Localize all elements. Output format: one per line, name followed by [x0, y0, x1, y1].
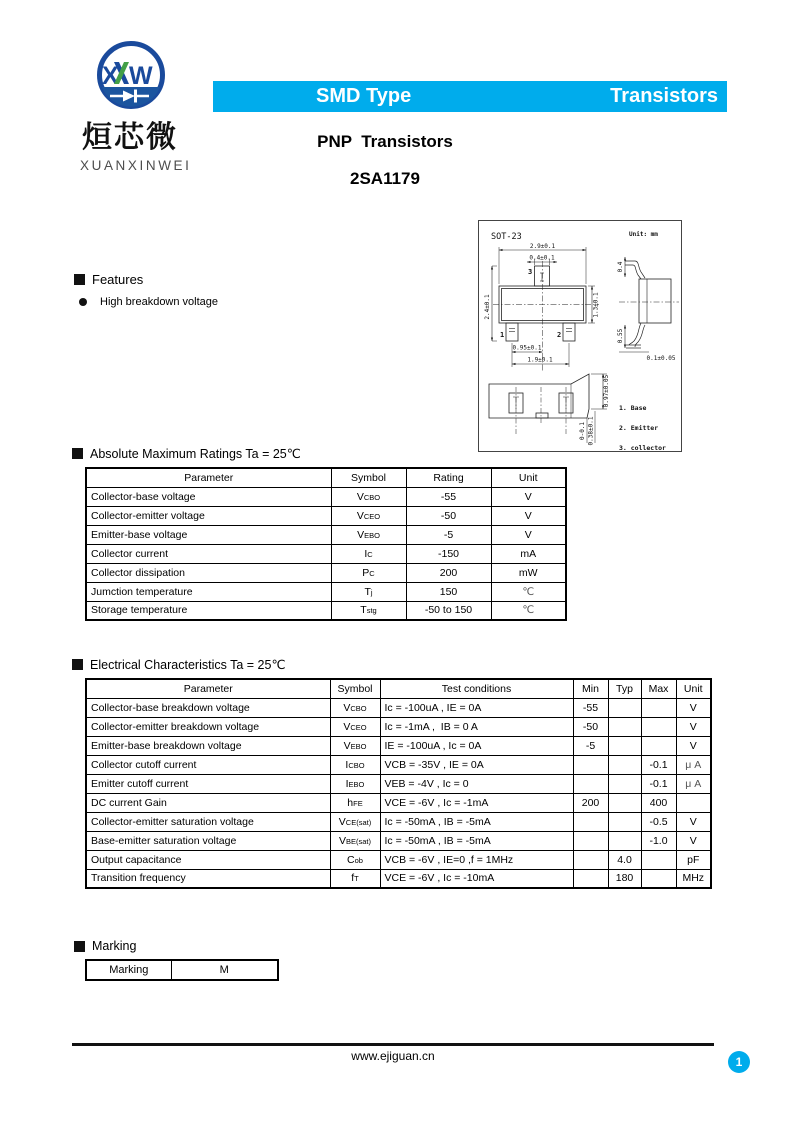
logo-letter-w: W — [129, 62, 153, 90]
cell-unit: V — [491, 487, 566, 506]
cell-typ — [608, 717, 641, 736]
cell-parameter: Emitter cutoff current — [86, 774, 330, 793]
marking-label-cell: Marking — [86, 960, 171, 980]
unit-label: Unit: mm — [629, 231, 658, 238]
cell-parameter: Storage temperature — [86, 601, 331, 620]
package-outline-box — [478, 220, 682, 452]
cell-parameter: Collector cutoff current — [86, 755, 330, 774]
table-row — [86, 793, 711, 812]
title-block — [213, 132, 557, 189]
cell-test-conditions: IE = -100uA , Ic = 0A — [380, 736, 573, 755]
section-marker-icon — [74, 274, 85, 285]
pin1-legend: 1. Base — [619, 404, 647, 412]
cell-parameter: Collector-base breakdown voltage — [86, 698, 330, 717]
cell-max — [641, 850, 676, 869]
cell-symbol: VCBO — [331, 487, 406, 506]
cell-test-conditions: VCE = -6V , Ic = -1mA — [380, 793, 573, 812]
cell-typ: 4.0 — [608, 850, 641, 869]
cell-max: -0.5 — [641, 812, 676, 831]
cell-typ — [608, 812, 641, 831]
cell-unit: mW — [491, 563, 566, 582]
section-marker-icon — [74, 941, 85, 952]
cell-max: -1.0 — [641, 831, 676, 850]
table-header-row — [86, 468, 566, 487]
col-test-conditions: Test conditions — [380, 679, 573, 698]
part-number: 2SA1179 — [350, 169, 420, 188]
cell-parameter: Output capacitance — [86, 850, 330, 869]
dim-side-height: 0.97±0.05 — [603, 374, 610, 408]
marking-value-cell: M — [171, 960, 278, 980]
cell-unit: ℃ — [491, 601, 566, 620]
cell-symbol: hFE — [330, 793, 380, 812]
col-unit: Unit — [491, 468, 566, 487]
elec-char-heading-label: Electrical Characteristics Ta = 25℃ — [90, 658, 286, 672]
cell-test-conditions: Ic = -100uA , IE = 0A — [380, 698, 573, 717]
cell-max: -0.1 — [641, 755, 676, 774]
cell-parameter: Collector-emitter saturation voltage — [86, 812, 330, 831]
table-row — [86, 831, 711, 850]
cell-min — [573, 755, 608, 774]
cell-unit: V — [491, 506, 566, 525]
dim-total-height: 2.4±0.1 — [484, 294, 491, 320]
abs-max-heading — [72, 446, 301, 461]
cell-parameter: Emitter-base voltage — [86, 525, 331, 544]
cell-rating: -55 — [406, 487, 491, 506]
table-row — [86, 544, 566, 563]
brand-name-latin: XUANXINWEI — [80, 158, 192, 173]
cell-parameter: Collector-emitter breakdown voltage — [86, 717, 330, 736]
cell-typ — [608, 774, 641, 793]
cell-min — [573, 831, 608, 850]
cell-symbol: VCEO — [330, 717, 380, 736]
cell-symbol: VEBO — [331, 525, 406, 544]
table-row — [86, 812, 711, 831]
abs-max-heading-label: Absolute Maximum Ratings Ta = 25℃ — [90, 447, 301, 461]
table-row — [86, 717, 711, 736]
cell-max — [641, 869, 676, 888]
cell-rating: -5 — [406, 525, 491, 544]
dim-pin-pitch: 0.95±0.1 — [512, 344, 542, 352]
cell-max — [641, 717, 676, 736]
dim-pin-span: 1.9±0.1 — [527, 356, 553, 364]
cell-symbol: VCE(sat) — [330, 812, 380, 831]
cell-typ — [608, 755, 641, 774]
cell-unit: V — [676, 831, 711, 850]
table-row — [86, 601, 566, 620]
dim-lead-bottom: 0.55 — [617, 328, 624, 344]
dim-standoff: 0-0.1 — [579, 421, 586, 441]
dim-pin-width: 0.4±0.1 — [529, 254, 555, 262]
table-row — [86, 755, 711, 774]
cell-test-conditions: VEB = -4V , Ic = 0 — [380, 774, 573, 793]
pin3-legend: 3. collector — [619, 444, 666, 451]
cell-parameter: DC current Gain — [86, 793, 330, 812]
cell-parameter: Collector-emitter voltage — [86, 506, 331, 525]
cell-rating: -50 to 150 — [406, 601, 491, 620]
cell-typ: 180 — [608, 869, 641, 888]
cell-symbol: Tj — [331, 582, 406, 601]
section-marker-icon — [72, 448, 83, 459]
cell-rating: 150 — [406, 582, 491, 601]
package-name-label: SOT-23 — [491, 232, 522, 242]
brand-name-chinese: 烜芯微 — [82, 120, 178, 155]
table-row — [86, 582, 566, 601]
cell-unit: ℃ — [491, 582, 566, 601]
cell-rating: 200 — [406, 563, 491, 582]
cell-parameter: Collector-base voltage — [86, 487, 331, 506]
footer-divider — [72, 1043, 714, 1046]
table-row — [86, 487, 566, 506]
col-parameter: Parameter — [86, 679, 330, 698]
elec-char-heading — [72, 657, 285, 672]
cell-symbol: IC — [331, 544, 406, 563]
brand-logo-block — [80, 38, 210, 173]
cell-typ — [608, 793, 641, 812]
section-marker-icon — [72, 659, 83, 670]
page-title: PNP Transistors — [317, 132, 453, 151]
cell-min: 200 — [573, 793, 608, 812]
cell-max: -0.1 — [641, 774, 676, 793]
cell-unit: V — [676, 698, 711, 717]
cell-min — [573, 869, 608, 888]
cell-typ — [608, 698, 641, 717]
table-row — [86, 736, 711, 755]
electrical-characteristics-table — [85, 678, 712, 889]
col-unit: Unit — [676, 679, 711, 698]
cell-min: -50 — [573, 717, 608, 736]
cell-min — [573, 774, 608, 793]
cell-min — [573, 812, 608, 831]
cell-max — [641, 736, 676, 755]
cell-unit: MHz — [676, 869, 711, 888]
sot23-package-drawing — [479, 221, 681, 451]
cell-unit: pF — [676, 850, 711, 869]
marking-heading-label: Marking — [92, 939, 137, 953]
bullet-icon — [79, 298, 87, 306]
cell-unit — [676, 793, 711, 812]
cell-unit: μ A — [676, 755, 711, 774]
cell-parameter: Collector dissipation — [86, 563, 331, 582]
table-row — [86, 698, 711, 717]
cell-symbol: VBE(sat) — [330, 831, 380, 850]
col-rating: Rating — [406, 468, 491, 487]
cell-parameter: Emitter-base breakdown voltage — [86, 736, 330, 755]
cell-test-conditions: VCB = -35V , IE = 0A — [380, 755, 573, 774]
table-row — [86, 563, 566, 582]
cell-symbol: VCEO — [331, 506, 406, 525]
cell-symbol: IEBO — [330, 774, 380, 793]
cell-test-conditions: VCE = -6V , Ic = -10mA — [380, 869, 573, 888]
marking-table — [85, 959, 279, 981]
cell-unit: μ A — [676, 774, 711, 793]
pin3-number: 3 — [528, 268, 533, 276]
cell-parameter: Transition frequency — [86, 869, 330, 888]
cell-symbol: VCBO — [330, 698, 380, 717]
table-row — [86, 869, 711, 888]
col-parameter: Parameter — [86, 468, 331, 487]
feature-item — [79, 296, 218, 308]
cell-unit: mA — [491, 544, 566, 563]
footer-url-link[interactable]: www.ejiguan.cn — [351, 1049, 435, 1063]
cell-min: -5 — [573, 736, 608, 755]
cell-min: -55 — [573, 698, 608, 717]
cell-unit: V — [676, 736, 711, 755]
logo-letter-x: X — [102, 62, 119, 90]
cell-symbol: ICBO — [330, 755, 380, 774]
dim-lead-thickness: 0.1±0.05 — [646, 355, 676, 362]
cell-test-conditions: Ic = -1mA , IB = 0 A — [380, 717, 573, 736]
dim-body-height: 1.3±0.1 — [592, 292, 600, 318]
features-heading — [74, 272, 143, 287]
header-left-label: SMD Type — [316, 85, 412, 107]
cell-parameter: Collector current — [86, 544, 331, 563]
absolute-maximum-ratings-table — [85, 467, 567, 621]
cell-test-conditions: Ic = -50mA , IB = -5mA — [380, 831, 573, 850]
header-bar — [213, 81, 727, 112]
col-max: Max — [641, 679, 676, 698]
feature-item-label: High breakdown voltage — [100, 296, 219, 308]
cell-unit: V — [491, 525, 566, 544]
cell-min — [573, 850, 608, 869]
cell-rating: -50 — [406, 506, 491, 525]
pin2-number: 2 — [557, 331, 562, 339]
pin2-legend: 2. Emitter — [619, 424, 659, 432]
cell-test-conditions: Ic = -50mA , IB = -5mA — [380, 812, 573, 831]
features-heading-label: Features — [92, 272, 144, 287]
col-symbol: Symbol — [331, 468, 406, 487]
cell-typ — [608, 736, 641, 755]
col-typ: Typ — [608, 679, 641, 698]
cell-symbol: Cob — [330, 850, 380, 869]
cell-parameter: Jumction temperature — [86, 582, 331, 601]
cell-symbol: VEBO — [330, 736, 380, 755]
cell-max: 400 — [641, 793, 676, 812]
cell-symbol: PC — [331, 563, 406, 582]
cell-parameter: Base-emitter saturation voltage — [86, 831, 330, 850]
table-header-row — [86, 679, 711, 698]
company-logo-icon — [86, 38, 186, 114]
dim-pad: 0.38±0.1 — [587, 416, 595, 446]
cell-symbol: Tstg — [331, 601, 406, 620]
table-row — [86, 506, 566, 525]
col-symbol: Symbol — [330, 679, 380, 698]
page-number-badge: 1 — [728, 1051, 750, 1073]
cell-symbol: fT — [330, 869, 380, 888]
table-row — [86, 525, 566, 544]
table-row — [86, 774, 711, 793]
cell-unit: V — [676, 717, 711, 736]
dim-body-width: 2.9±0.1 — [529, 243, 556, 250]
cell-test-conditions: VCB = -6V , IE=0 ,f = 1MHz — [380, 850, 573, 869]
dim-lead-top: 0.4 — [617, 261, 624, 273]
table-row — [86, 850, 711, 869]
cell-unit: V — [676, 812, 711, 831]
cell-rating: -150 — [406, 544, 491, 563]
header-right-label: Transistors — [610, 85, 718, 107]
cell-max — [641, 698, 676, 717]
cell-typ — [608, 831, 641, 850]
marking-heading — [74, 939, 136, 953]
table-row — [86, 960, 278, 980]
pin1-number: 1 — [500, 331, 505, 339]
col-min: Min — [573, 679, 608, 698]
